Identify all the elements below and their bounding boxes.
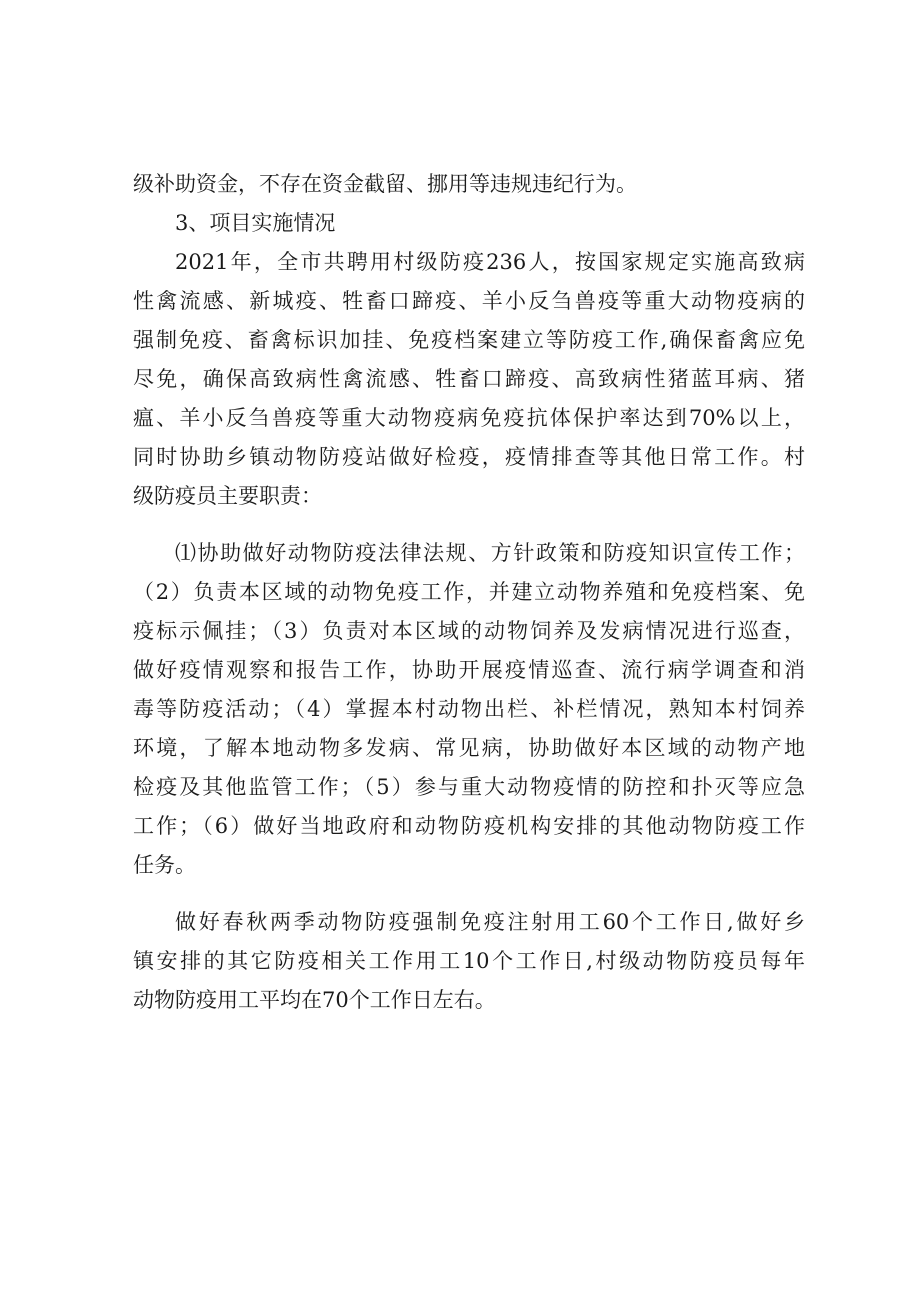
paragraph-line: 尽免，确保高致病性禽流感、牲畜口蹄疫、高致病性猪蓝耳病、猪 [133,367,805,391]
paragraph-line: 强制免疫、畜禽标识加挂、免疫档案建立等防疫工作,确保畜禽应免 [133,328,805,352]
paragraph-line: 动物防疫用工平均在70个工作日左右。 [133,988,496,1012]
paragraph-line: （2）负责本区域的动物免疫工作，并建立动物养殖和免疫档案、免 [133,580,805,604]
paragraph-spacer [133,885,805,903]
paragraph-line: ⑴协助做好动物防疫法律法规、方针政策和防疫知识宣传工作； [175,541,805,565]
paragraph-line: 级补助资金，不存在资金截留、挪用等违规违纪行为。 [133,172,637,196]
paragraph-line: 环境，了解本地动物多发病、常见病，协助做好本区域的动物产地 [133,736,805,760]
paragraph-line: 做好春秋两季动物防疫强制免疫注射用工60个工作日,做好乡 [175,910,805,934]
paragraph-line: 级防疫员主要职责： [133,484,322,508]
paragraph-line: 任务。 [133,853,196,877]
document-body [133,165,805,1020]
paragraph-line: 性禽流感、新城疫、牲畜口蹄疫、羊小反刍兽疫等重大动物疫病的 [133,289,805,313]
paragraph-line: 瘟、羊小反刍兽疫等重大动物疫病免疫抗体保护率达到70%以上， [133,406,805,430]
paragraph-line: 疫标示佩挂；（3）负责对本区域的动物饲养及发病情况进行巡查， [133,619,805,643]
section-heading: 3、项目实施情况 [175,211,336,235]
paragraph-line: 检疫及其他监管工作；（5）参与重大动物疫情的防控和扑灭等应急 [133,775,805,799]
paragraph-line: 2021年，全市共聘用村级防疫236人，按国家规定实施高致病 [175,250,805,274]
paragraph-line: 镇安排的其它防疫相关工作用工10个工作日,村级动物防疫员每年 [133,949,805,973]
paragraph-line: 工作；（6）做好当地政府和动物防疫机构安排的其他动物防疫工作 [133,814,805,838]
paragraph-spacer [133,516,805,534]
paragraph-line: 同时协助乡镇动物防疫站做好检疫，疫情排查等其他日常工作。村 [133,445,805,469]
paragraph-line: 毒等防疫活动；（4）掌握本村动物出栏、补栏情况，熟知本村饲养 [133,697,805,721]
paragraph-line: 做好疫情观察和报告工作，协助开展疫情巡查、流行病学调查和消 [133,658,805,682]
